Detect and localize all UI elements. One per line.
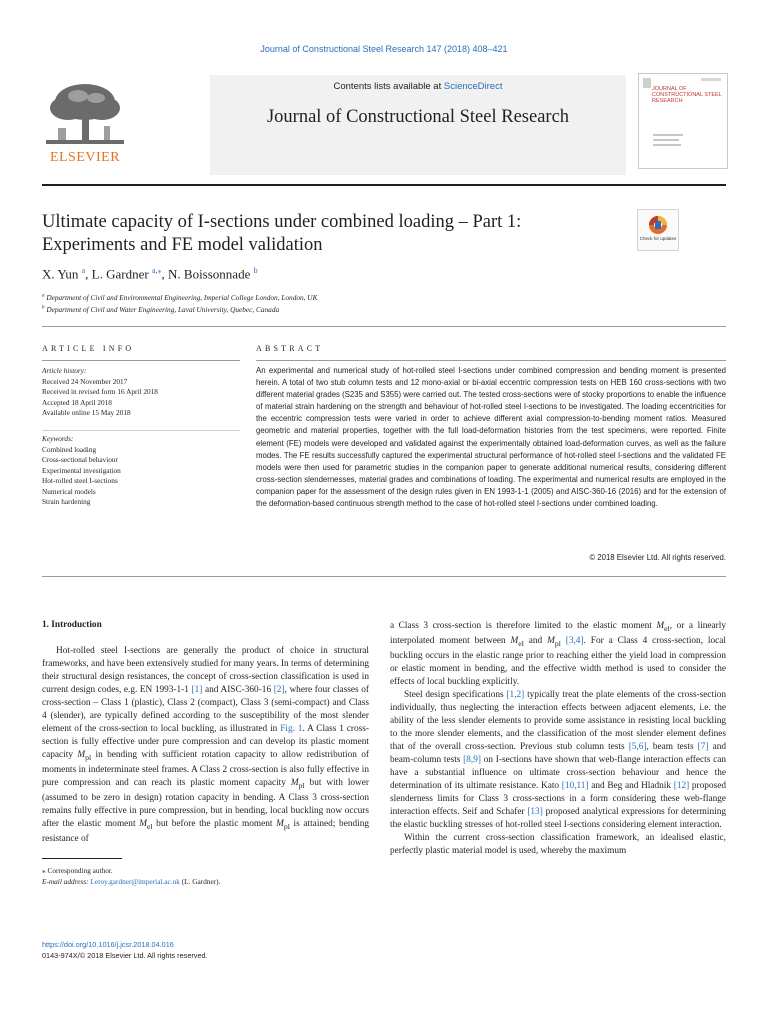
text-run: typically treat the plate elements of the cross-section individually, thus neglecting the interaction effects between adjacent elements, i.e. the ability of the less slender elements to provide some assistance in resisting local buckling to the more slender elements, and the classification of the most slender element defines that of the overall cross-section. Previous stub column tests xyxy=(390,689,727,752)
keyword-item: Cross-sectional behaviour xyxy=(42,455,118,464)
ref-link[interactable]: [3,4] xyxy=(565,635,584,646)
ref-link[interactable]: [2] xyxy=(273,685,285,695)
ref-link[interactable]: [5,6] xyxy=(628,741,647,752)
history-received: Received 24 November 2017 xyxy=(42,376,128,386)
keyword-item: Hot-rolled steel I-sections xyxy=(42,476,118,485)
check-for-updates-button[interactable] xyxy=(637,209,679,251)
affiliation-rule xyxy=(42,326,726,327)
math-sub: el xyxy=(664,623,670,633)
math-m: M xyxy=(276,818,284,829)
text-run: is attained; bending resistance of xyxy=(42,818,369,844)
right-paragraph-2 xyxy=(390,689,726,832)
journal-citation-link[interactable]: Journal of Constructional Steel Research 147 (2018) 408–421 xyxy=(260,44,508,54)
text-run: and Beg and Hladnik xyxy=(588,780,674,791)
elsevier-wordmark[interactable]: ELSEVIER xyxy=(49,150,121,165)
author-boissonnade-affil[interactable]: b xyxy=(253,266,258,275)
math-m: M xyxy=(510,635,519,646)
history-accepted: Accepted 18 April 2018 xyxy=(42,397,112,407)
text-run: and xyxy=(523,635,548,646)
email-link[interactable]: Leroy.gardner@imperial.ac.uk xyxy=(90,877,180,886)
text-run: . A Class 1 cross-section is fully effective under pure compression and can develop its plastic moment capacity xyxy=(42,724,370,760)
affiliation-b-text: Department of Civil and Water Engineering, Laval University, Quebec, Canada xyxy=(46,305,280,314)
abstract-heading: ABSTRACT xyxy=(256,344,324,353)
math-sub: pl xyxy=(85,752,92,762)
text-run: and AISC-360-16 xyxy=(202,685,274,695)
ref-link[interactable]: [13] xyxy=(527,806,543,817)
text-run: proposed analytical expressions for determining the elastic buckling stresses of hot-rolled steel I-sections considering element interaction. xyxy=(390,806,727,830)
article-history xyxy=(42,366,240,419)
text-run: , beam tests xyxy=(646,741,698,752)
text-run: in bending with sufficient rotation capacity to allow redistribution of moments in indeterminate steel frames. A Class 2 cross-section is also fully effective in pure compression and can reach its plastic moment capacity xyxy=(42,750,369,788)
keyword-item: Strain hardening xyxy=(42,497,91,506)
doi-link[interactable]: https://doi.org/10.1016/j.jcsr.2018.04.016 xyxy=(42,940,174,949)
ref-link[interactable]: [1] xyxy=(191,685,203,695)
math-m: M xyxy=(77,750,86,760)
contents-prefix: Contents lists available at xyxy=(333,81,444,92)
math-m: M xyxy=(547,635,555,646)
text-run: but with lower (assumed to be zero in design) rotation capacity in bending. A Class 3 cross-section remains fully effective in pure compression, but in bending, local buckling now occurs after the elastic moment xyxy=(42,777,369,829)
math-m: M xyxy=(656,621,665,631)
affiliation-a-text: Department of Civil and Environmental Engineering, Imperial College London, London, UK xyxy=(46,293,318,302)
footnote-rule xyxy=(42,858,122,859)
affiliation-a-mark: a xyxy=(42,293,45,299)
text-run: Steel design specifications xyxy=(404,689,507,700)
text-run: , where four classes of cross-section – Class 1 (plastic), Class 2 (compact), Class 3 (semi-compact) and Class 4 (slender), are typically defined according to the susceptibility of the most slender element of the cross-section to local buckling, as illustrated in xyxy=(42,685,370,734)
history-revised: Received in revised form 16 April 2018 xyxy=(42,387,158,396)
math-sub: el xyxy=(146,821,153,831)
text-run: Hot-rolled steel I-sections are generally the product of choice in structural frameworks, and have been extensively studied for many years. In terms of determining their structural design resistances, the concept of cross-section classification is used in current design codes, e.g. EN 1993-1-1 xyxy=(42,646,369,695)
history-rule xyxy=(42,430,240,431)
footnote-corresponding xyxy=(42,865,369,876)
right-paragraph-1 xyxy=(390,620,726,689)
ref-link[interactable]: [12] xyxy=(673,780,690,791)
header-rule xyxy=(42,184,726,186)
article-title-line-2: Experiments and FE model validation xyxy=(42,235,323,255)
author-boissonnade[interactable]: , N. Boissonnade xyxy=(161,266,254,282)
author-gardner-affil[interactable]: a,⁎ xyxy=(151,266,162,275)
affiliation-b xyxy=(42,305,279,314)
text-run: a Class 3 cross-section is therefore limited to the elastic moment xyxy=(390,621,657,631)
footnote-label: Corresponding author. xyxy=(45,866,113,875)
right-paragraph-3: Within the current cross-section classification framework, an idealised elastic, perfectly plastic material model is used, whereby the maximum xyxy=(390,832,726,856)
cover-title: JOURNAL OF CONSTRUCTIONAL STEEL RESEARCH xyxy=(652,86,722,104)
affiliation-a xyxy=(42,293,317,302)
body-column-left xyxy=(42,645,369,846)
math-sub: pl xyxy=(283,821,290,831)
author-list xyxy=(42,266,258,282)
ref-link[interactable]: [8,9] xyxy=(463,754,481,765)
issn-line: 0143-974X/© 2018 Elsevier Ltd. All rights reserved. xyxy=(42,951,208,960)
math-m: M xyxy=(139,818,147,829)
abstract-text: An experimental and numerical study of hot-rolled steel I-sections under combined compression and bending moment is presented herein. A total of two stub column tests and 12 mono-axial or bi-axial eccentric compression tests on HEB 160 cross-sections with two different material grades (S235 and S355) were carried out. The tested cross-sections were of stocky proportions to enable the influence of material strain hardening on the strength and behaviour of hot-rolled steel I-sections to be investigated. The loading eccentricities for the eccentric compression tests were varied in order to achieve different axial compression-to-bending moment ratios. Measured geometric and material properties, together with the full load-deformation histories from the test specimens, were reported. Finite element (FE) models were developed and validated against the experimentally obtained load-deformation curves, as well as the failure modes. The FE results successfully captured the experimental structural performance of hot-rolled steel I-sections and the validated FE models were then used for parametric studies in the companion paper to generate additional numerical results, considering different cross-section slendernesses, material grades and combinations of loading. The experimental and numerical results are employed in the companion paper for the assessment of the design rules given in EN 1993-1-1 (2005) and AISC-360-16 (2016) and for the extension of the deformation-based continuous strength method to the case of hot-rolled steel I-sections under combined loading. xyxy=(256,366,726,509)
footnote-email xyxy=(42,876,369,887)
article-title xyxy=(42,211,622,257)
keywords xyxy=(42,434,240,508)
abstract-copyright: © 2018 Elsevier Ltd. All rights reserved. xyxy=(589,553,726,562)
author-yun[interactable]: X. Yun xyxy=(42,266,82,282)
article-info-heading: ARTICLE INFO xyxy=(42,344,135,353)
intro-paragraph-1 xyxy=(42,645,369,846)
contents-line xyxy=(210,81,626,92)
keyword-item: Combined loading xyxy=(42,444,97,454)
author-gardner[interactable]: , L. Gardner xyxy=(85,266,152,282)
text-run: , or a linearly interpolated moment between xyxy=(390,621,727,646)
text-run: and beam-column tests xyxy=(390,741,726,765)
footnote-mark: ⁎ xyxy=(42,866,46,875)
abstract-rule xyxy=(256,360,726,361)
history-label: Article history: xyxy=(42,366,87,375)
text-run: . For a Class 4 cross-section, local buckling occurs in the elastic range prior to reaching either the yield load in compression or elastic moment in bending, and the effective width method is used to consider the effects of local buckling explicitly. xyxy=(390,635,726,687)
sciencedirect-link[interactable]: ScienceDirect xyxy=(443,81,503,92)
text-run: proposed slenderness limits for Class 3 cross-sections in a form considering these web-flange interaction effects. Seif and Schafer xyxy=(390,780,726,817)
math-sub: pl xyxy=(554,638,561,648)
email-suffix: (L. Gardner). xyxy=(179,877,221,886)
ref-link[interactable]: [1,2] xyxy=(506,689,525,700)
section-heading-introduction: 1. Introduction xyxy=(42,620,102,630)
ref-link[interactable]: [10,11] xyxy=(561,780,589,791)
article-title-line-1: Ultimate capacity of I-sections under combined loading – Part 1: xyxy=(42,212,522,232)
journal-title: Journal of Constructional Steel Research xyxy=(266,107,570,127)
figure-link[interactable]: Fig. 1 xyxy=(280,724,303,734)
keyword-item: Experimental investigation xyxy=(42,465,121,475)
ref-link[interactable]: [7] xyxy=(697,741,709,752)
author-yun-affil[interactable]: a xyxy=(81,266,86,275)
affiliation-b-mark: b xyxy=(42,305,45,311)
text-run: on I-sections have shown that web-flange interaction effects can have a substantial influence on ultimate cross-section behaviour and hence the determination of its ultimate resistance. Kato xyxy=(390,754,727,791)
math-m: M xyxy=(290,777,299,788)
check-for-updates-label: Check for updates xyxy=(639,236,677,241)
abstract-bottom-rule xyxy=(42,576,726,577)
article-info-rule xyxy=(42,360,240,361)
math-sub: pl xyxy=(298,780,305,790)
footnote xyxy=(42,865,369,887)
text-run: but before the plastic moment xyxy=(152,818,277,829)
body-column-right xyxy=(390,620,726,858)
email-label: E-mail address: xyxy=(42,877,91,886)
check-for-updates-icon xyxy=(638,210,678,250)
keywords-label: Keywords: xyxy=(42,434,74,443)
math-sub: el xyxy=(518,638,524,648)
history-online: Available online 15 May 2018 xyxy=(42,408,131,417)
keyword-item: Numerical models xyxy=(42,486,96,496)
